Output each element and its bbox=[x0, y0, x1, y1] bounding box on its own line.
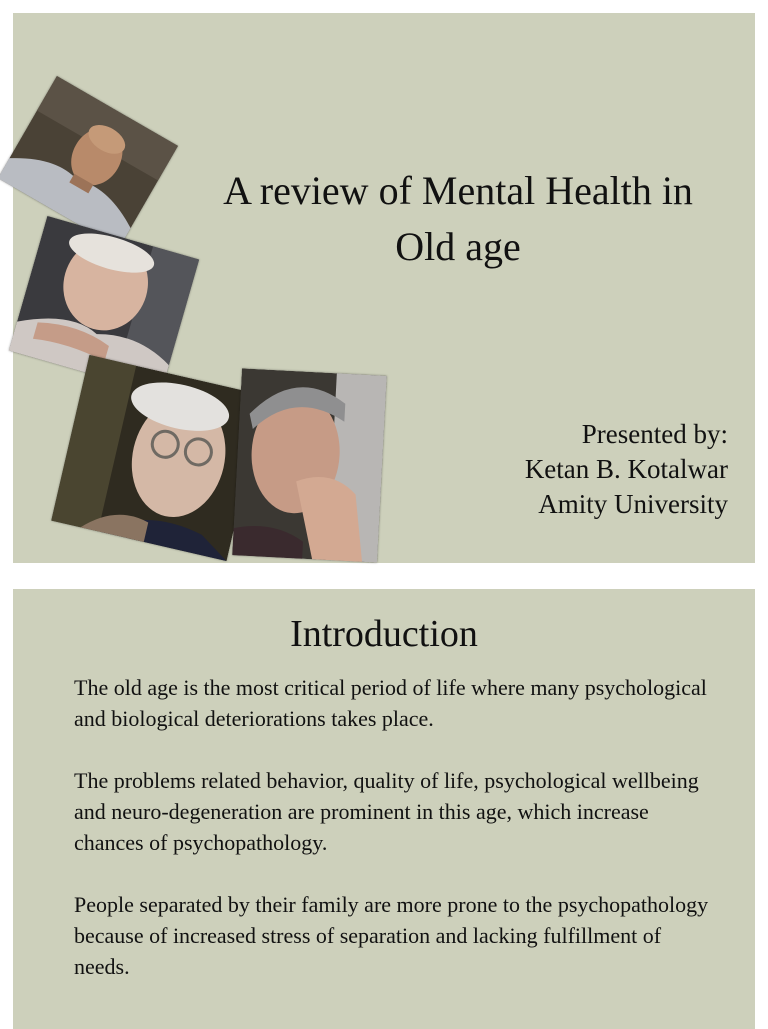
elderly-man-photo bbox=[0, 76, 178, 248]
introduction-slide bbox=[13, 589, 755, 1029]
presenter-name: Ketan B. Kotalwar bbox=[524, 454, 728, 484]
title-slide bbox=[13, 13, 755, 563]
intro-paragraph: The old age is the most critical period of life where many psychological and biological deteriorations takes place. bbox=[74, 675, 707, 731]
presenter-institution: Amity University bbox=[538, 489, 728, 519]
introduction-body bbox=[74, 672, 714, 1013]
intro-paragraph: The problems related behavior, quality of life, psychological wellbeing and neuro-degeneration are prominent in this age, which increase chances of psychopathology. bbox=[74, 768, 699, 855]
presenter-block bbox=[525, 417, 728, 522]
presentation-title: A review of Mental Health in Old age bbox=[223, 168, 693, 269]
presented-by-label: Presented by: bbox=[581, 419, 728, 449]
elderly-woman-thinking-photo bbox=[232, 368, 387, 562]
introduction-heading: Introduction bbox=[290, 613, 478, 655]
intro-paragraph: People separated by their family are more prone to the psychopathology because of increased stress of separation and lacking fulfillment of needs. bbox=[74, 892, 709, 979]
